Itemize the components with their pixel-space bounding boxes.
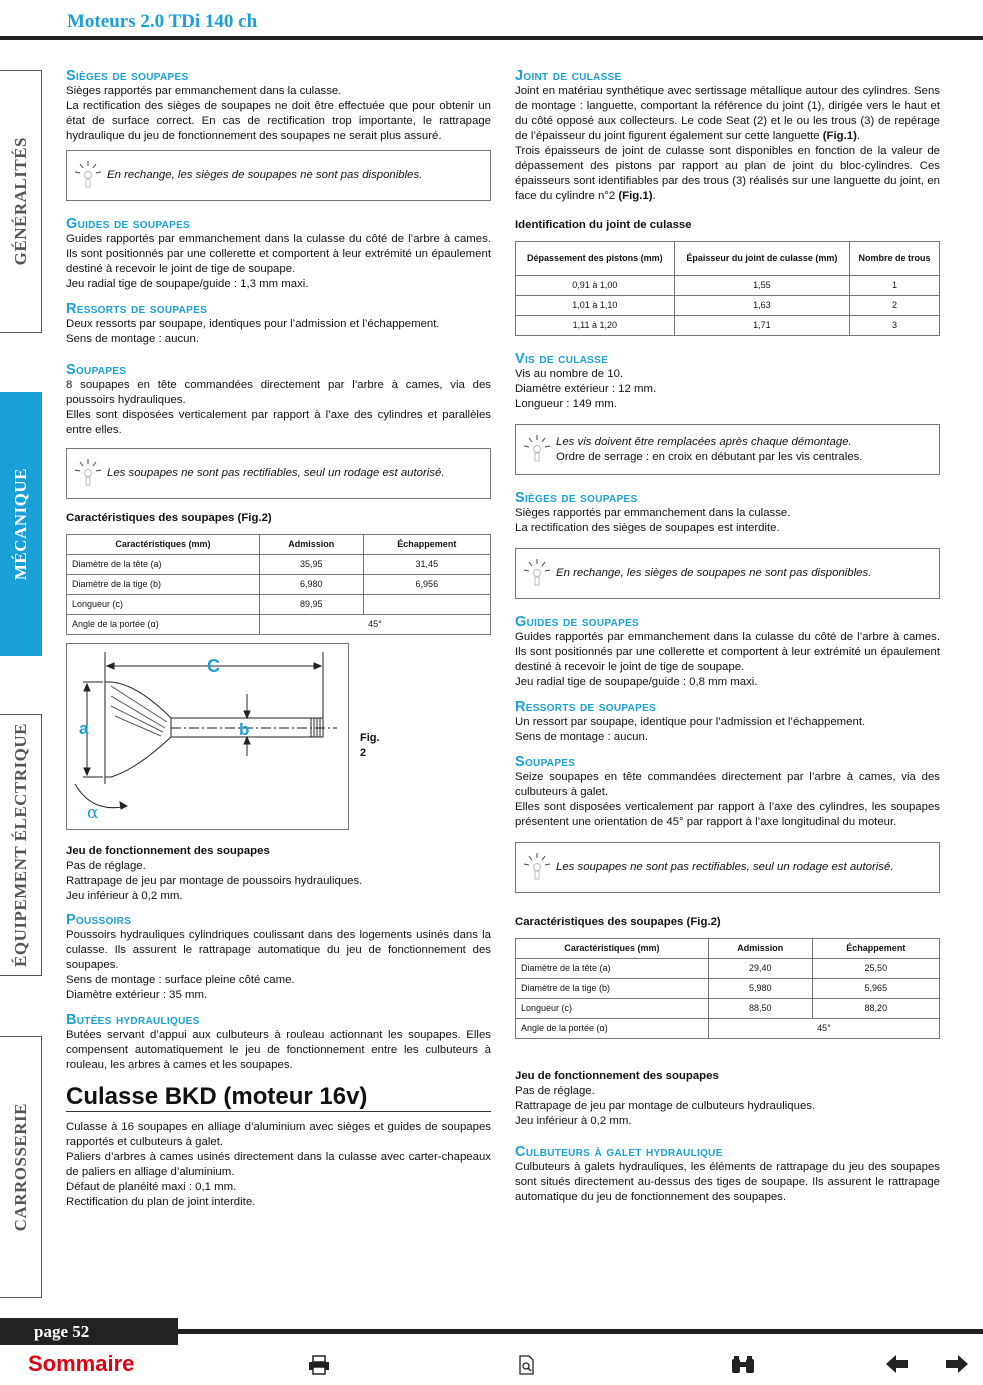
section-heading: Butées hydrauliques <box>66 1012 200 1028</box>
lightbulb-icon <box>73 457 103 491</box>
table-title: Caractéristiques des soupapes (Fig.2) <box>515 916 721 928</box>
section-heading: Joint de culasse <box>515 68 622 84</box>
section-heading: Ressorts de soupapes <box>66 301 208 317</box>
table-title: Identification du joint de culasse <box>515 219 692 231</box>
gasket-identification-table: Dépassement des pistons (mm) Épaisseur du joint de culasse (mm) Nombre de trous 0,91 à 1,00 1,55 1 1,01 à 1,10 1,63 2 1,11 à 1,20 1,71 3 <box>515 241 940 336</box>
note-box: Les soupapes ne sont pas rectifiables, seul un rodage est autorisé. <box>515 842 940 893</box>
section-heading: Culbuteurs à galet hydraulique <box>515 1144 723 1160</box>
sommaire-link[interactable]: Sommaire <box>28 1351 135 1376</box>
angle-alpha-label: α <box>87 803 99 823</box>
table-row: Angle de la portée (α) 45° <box>516 1019 940 1039</box>
section-heading: Vis de culasse <box>515 351 609 367</box>
section-heading: Soupapes <box>515 754 576 770</box>
lightbulb-icon <box>522 557 552 591</box>
section-heading: Soupapes <box>66 362 127 378</box>
dimension-a-label: a <box>79 719 89 738</box>
table-row: Longueur (c) 89,95 <box>67 595 491 615</box>
chapter-title: Culasse BKD (moteur 16v) <box>66 1083 491 1112</box>
table-title: Caractéristiques des soupapes (Fig.2) <box>66 512 272 524</box>
valve-figure <box>66 643 380 830</box>
valve-diagram <box>67 644 348 829</box>
arrow-left-icon[interactable] <box>886 1355 908 1378</box>
subsection-title: Jeu de fonctionnement des soupapes <box>515 1070 719 1082</box>
right-column: Joint de culasse Joint en matériau synthétique avec sertissage métallique autour des cylindres. Sens de montage : languette, comportant la référence du joint (1), dirigée vers le haut et du côté opposé aux collecteurs. Le code Seat (2) et le ou les trous (3) de repérage de l’épaisseur du joint figurent également sur cette languette (Fig.1). Trois épaisseurs de joint de culasse sont disponibles en fonction de la valeur de dépassement des pistons par rapport au plan de joint du bloc-cylindres. Ces épaisseurs sont identifiables par des trous (3) réalisés sur une languette du joint, en face du cylindre n°2 (Fig.1). Identification du joint de culasse Dépassement des pistons (mm) Épaisseur du joint de culasse (mm) Nombre de trous 0,91 à 1,00 1,55 1 1,01 à 1,10 1,63 2 1,11 à 1,20 1,71 3 Vis de culasse Vis au nombre de 10. Diamètre extérieur : 12 mm. Longueur : 149 mm. Les vis doivent être remplacées après chaque démontage. Ordre de serrage : en croix en débutant par les vis centrales. Sièges de soupapes Sièges rapportés par emmanchement dans la culasse. La rectification des sièges de soupapes est interdite. En rechange, les sièges de soupapes ne sont pas disponibles. Guides de soupapes Guides rapportés par emmanchement dans la culasse du côté de l’arbre à cames. Ils sont positionnés par une collerette et comportent à leur extrémité un épaulement destiné à recevoir le joint de tige de soupape. Jeu radial tige de soupape/guide : 0,8 mm maxi. Ressorts de soupapes Un ressort par soupape, identique pour l’admission et l’échappement. Sens de montage : aucun. Soupapes Seize soupapes en tête commandées directement par l’arbre à cames, via des culbuteurs à galet. Elles sont disposées verticalement par rapport à l’axe des cylindres, les soupapes présentent une orientation de 45° par rapport à l’axe longitudinal du moteur. Les soupapes ne sont pas rectifiables, seul un rodage est autorisé. Caractéristiques des soupapes (Fig.2) Caractéristiques (mm) Admission Échappement Diamètre de la tête (a) 29,40 25,50 Diamètre de la tige (b) 5,980 5,965 Longueur (c) 88,50 88,20 Angle de la portée (α) 45° Jeu de fonctionnement des soupapes Pas de réglage. Rattrapage de jeu par montage de culbuteurs hydrauliques. Jeu inférieur à 0,2 mm. Culbuteurs à galet hydraulique Culbuteurs à galets hydrauliques, les éléments de rattrapage du jeu des soupapes sont situés directement au-dessus des tiges de soupape. Ils assurent le rattrapage automatique du jeu de fonctionnement des soupapes. <box>515 68 940 1203</box>
figure-label: Fig. 2 <box>360 732 380 759</box>
tab-equipement-electrique[interactable]: ÉQUIPEMENT ÉLECTRIQUE <box>0 714 42 976</box>
footer-rule <box>178 1329 983 1334</box>
note-box: En rechange, les sièges de soupapes ne sont pas disponibles. <box>66 150 491 201</box>
document-search-icon[interactable] <box>518 1355 536 1380</box>
tab-carrosserie[interactable]: CARROSSERIE <box>0 1036 42 1298</box>
section-heading: Ressorts de soupapes <box>515 699 657 715</box>
lightbulb-icon <box>522 851 552 885</box>
table-row: 1,11 à 1,20 1,71 3 <box>516 316 940 336</box>
left-column: Sièges de soupapes Sièges rapportés par emmanchement dans la culasse. La rectification des sièges de soupapes ne doit être effectuée que pour obtenir un état de surface correct. En cas de rectification trop importante, le rattrapage hydraulique du jeu de fonctionnement des soupapes ne serait plus assuré. En rechange, les sièges de soupapes ne sont pas disponibles. Guides de soupapes Guides rapportés par emmanchement dans la culasse du côté de l’arbre à cames. Ils sont positionnés par une collerette et comportent à leur extrémité un épaulement destiné à recevoir le joint de tige de soupape. Jeu radial tige de soupape/guide : 1,3 mm maxi. Ressorts de soupapes Deux ressorts par soupape, identiques pour l’admission et l’échappement. Sens de montage : aucun. Soupapes 8 soupapes en tête commandées directement par l’arbre à cames, via des poussoirs hydrauliques. Elles sont disposées verticalement par rapport à l’axe des cylindres et parallèles entre elles. Les soupapes ne sont pas rectifiables, seul un rodage est autorisé. Caractéristiques des soupapes (Fig.2) Caractéristiques (mm) Admission Échappement Diamètre de la tête (a) 35,95 31,45 Diamètre de la tige (b) 6,980 6,956 Longueur (c) 89,95 Angle de la portée (α) 45° C a b α Fig. 2 Jeu de fonctionnement des soupapes Pas de réglage. Rattrapage de jeu par montage de poussoirs hydrauliques. Jeu inférieur à 0,2 mm. Poussoirs Poussoirs hydrauliques cylindriques coulissant dans des logements usinés dans la culasse. Ils assurent le rattrapage automatique du jeu de fonctionnement des soupapes. Sens de montage : surface pleine côté came. Diamètre extérieur : 35 mm. Butées hydrauliques Butées servant d’appui aux culbuteurs à rouleau actionnant les soupapes. Elles compensent automatiquement le jeu de fonctionnement entre les culbuteurs à rouleau, les arbres à cames et les soupapes. Culasse BKD (moteur 16v) Culasse à 16 soupapes en alliage d’aluminium avec sièges et guides de soupapes rapportés et culbuteurs à galet. Paliers d’arbres à cames usinés directement dans la culasse avec carter-chapeaux de paliers en alliage d’aluminium. Défaut de planéité maxi : 0,1 mm. Rectification du plan de joint interdite. <box>66 68 491 1208</box>
page-number: page 52 <box>0 1318 178 1345</box>
table-row: 1,01 à 1,10 1,63 2 <box>516 296 940 316</box>
section-heading: Sièges de soupapes <box>515 490 638 506</box>
table-row: Diamètre de la tige (b) 6,980 6,956 <box>67 575 491 595</box>
note-box: Les soupapes ne sont pas rectifiables, seul un rodage est autorisé. <box>66 448 491 499</box>
printer-icon[interactable] <box>308 1355 330 1380</box>
lightbulb-icon <box>522 433 552 467</box>
table-row: 0,91 à 1,00 1,55 1 <box>516 276 940 296</box>
tab-generalites[interactable]: GÉNÉRALITÉS <box>0 70 42 333</box>
table-row: Diamètre de la tête (a) 35,95 31,45 <box>67 555 491 575</box>
dimension-c-label: C <box>207 656 220 676</box>
table-row: Diamètre de la tête (a) 29,40 25,50 <box>516 959 940 979</box>
arrow-right-icon[interactable] <box>946 1355 968 1378</box>
section-heading: Poussoirs <box>66 912 132 928</box>
section-heading: Guides de soupapes <box>66 216 191 232</box>
section-heading: Sièges de soupapes <box>66 68 189 84</box>
tab-mecanique[interactable]: MÉCANIQUE <box>0 392 42 656</box>
valve-specs-table: Caractéristiques (mm) Admission Échappement Diamètre de la tête (a) 35,95 31,45 Diamètre de la tige (b) 6,980 6,956 Longueur (c) 89,95 Angle de la portée (α) 45° <box>66 534 491 635</box>
header-rule <box>0 36 983 40</box>
table-row: Diamètre de la tige (b) 5,980 5,965 <box>516 979 940 999</box>
table-row: Longueur (c) 88,50 88,20 <box>516 999 940 1019</box>
note-box: Les vis doivent être remplacées après chaque démontage. Ordre de serrage : en croix en débutant par les vis centrales. <box>515 424 940 475</box>
table-row: Angle de la portée (α) 45° <box>67 615 491 635</box>
note-box: En rechange, les sièges de soupapes ne sont pas disponibles. <box>515 548 940 599</box>
section-heading: Guides de soupapes <box>515 614 640 630</box>
subsection-title: Jeu de fonctionnement des soupapes <box>66 845 270 857</box>
dimension-b-label: b <box>239 720 250 739</box>
valve-specs-table: Caractéristiques (mm) Admission Échappement Diamètre de la tête (a) 29,40 25,50 Diamètre de la tige (b) 5,980 5,965 Longueur (c) 88,50 88,20 Angle de la portée (α) 45° <box>515 938 940 1039</box>
lightbulb-icon <box>73 159 103 193</box>
binoculars-icon[interactable] <box>730 1355 756 1380</box>
page-header-title: Moteurs 2.0 TDi 140 ch <box>67 11 258 32</box>
